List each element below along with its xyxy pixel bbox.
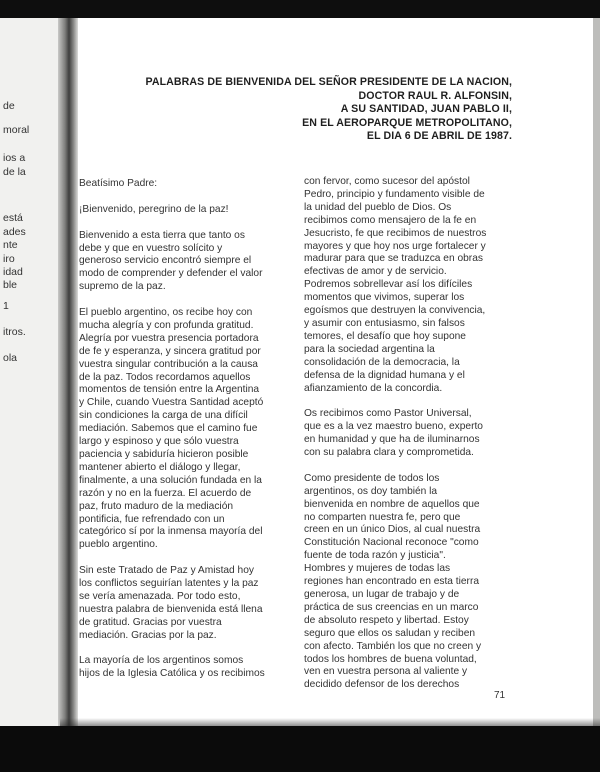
text-line: bienvenida en nombre de aquellos que [304, 498, 480, 510]
scan-top-border [0, 0, 600, 18]
fragment-text: moral [3, 124, 30, 136]
text-line: mediación. Sabemos que el camino fue [79, 423, 258, 435]
text-line: Os recibimos como Pastor Universal, [304, 408, 472, 420]
text-line: con fervor, como sucesor del apóstol [304, 176, 470, 187]
text-line: la unidad del pueblo de Dios. Os [304, 201, 452, 213]
text-line: para la sociedad argentina la [304, 343, 435, 355]
text-line: Alegría por vuestra presencia portadora [79, 332, 259, 344]
text-line: de la paz. Todos recordamos aquellos [79, 371, 251, 383]
text-line: generoso servicio encontró siempre el [79, 255, 252, 267]
page-number: 71 [494, 690, 506, 701]
text-line: Sin este Tratado de Paz y Amistad hoy [79, 565, 254, 577]
text-line: creen en un único Dios, al cual nuestra [304, 524, 481, 536]
text-line: los conflictos seguirían latentes y la paz [79, 578, 259, 590]
text-line: paciencia y sabiduría hicieron posible [79, 448, 249, 460]
fragment-text: ble [3, 279, 18, 291]
text-line: largo y espinoso y que sólo vuestra [79, 436, 239, 448]
paragraph [79, 230, 285, 295]
text-line: de absoluto respeto y libertad. Estoy [304, 614, 469, 626]
text-line: Jesucristo, fe que recibimos de nuestros [304, 227, 487, 239]
fragment-text: 1 [3, 300, 9, 312]
fragment-text: ola [3, 352, 18, 364]
paragraph [304, 176, 516, 395]
heading-line: EN EL AEROPARQUE METROPOLITANO, [302, 116, 512, 129]
speech-heading [120, 76, 512, 144]
text-line: Podremos sobrellevar así los difíciles [304, 279, 473, 291]
text-line: nuestra palabra de bienvenida está llena [79, 603, 263, 615]
text-line: afianzamiento de la concordia. [304, 382, 443, 394]
text-line: generosa, un lugar de trabajo y de [304, 588, 460, 600]
text-line: regiones han encontrado en esta tierra [304, 576, 480, 588]
heading-line: A SU SANTIDAD, JUAN PABLO II, [340, 103, 512, 116]
text-line: categórico sí por la inmensa mayoría del [79, 526, 263, 538]
text-line: supremo de la paz. [79, 281, 166, 293]
text-line: práctica de sus creencias en un marco [304, 601, 479, 613]
fragment-text: ios a [3, 152, 26, 164]
paragraph [304, 408, 516, 460]
text-line: fuente de toda razón y justicia". [304, 550, 446, 562]
fragment-text: está [3, 212, 23, 224]
text-line: egoísmos que destruyen la convivencia, [304, 305, 486, 317]
text-line: debe y que en vuestro solícito y [79, 242, 223, 254]
text-line: hijos de la Iglesia Católica y os recibimos [79, 668, 265, 680]
text-line: con afecto. También los que no creen y [304, 640, 482, 652]
text-line: Constitución Nacional reconoce "como [304, 537, 479, 549]
paragraph [79, 204, 285, 217]
text-line: consolidación de la democracia, la [304, 356, 460, 368]
text-line: argentinos, os doy también la [304, 485, 438, 497]
body-column-left [79, 178, 285, 694]
fragment-text: idad [3, 266, 23, 278]
fragment-text: ades [3, 226, 26, 238]
fragment-text: itros. [3, 326, 26, 338]
text-line: paz, fruto maduro de la mediación [79, 500, 234, 512]
text-line: mucha alegría y con profunda gratitud. [79, 319, 254, 331]
text-line: La mayoría de los argentinos somos [79, 655, 244, 667]
text-line: pueblo argentino. [79, 539, 158, 551]
text-line: y Chile, cuando Vuestra Santidad aceptó [79, 397, 264, 409]
text-line: recibimos como mensajero de la fe en [304, 214, 477, 226]
text-line: finalmente, a una solución fundada en la [79, 474, 262, 486]
paragraph [79, 655, 285, 681]
paragraph [79, 565, 285, 642]
scan-right-edge [593, 18, 600, 726]
text-line: madurar para que se traduzca en obras [304, 253, 483, 265]
fragment-text: nte [3, 239, 18, 251]
text-line: ven en vuestra persona al valiente y [304, 666, 468, 678]
text-line: pontificia, fue refrendado con un [79, 513, 225, 525]
paragraph [79, 307, 285, 552]
heading-line: PALABRAS DE BIENVENIDA DEL SEÑOR PRESIDENTE DE LA NACION, [145, 76, 512, 88]
text-line: de fe y esperanza, y sincera gratitud por [79, 345, 261, 357]
text-line: en humanidad y que ha de iluminarnos [304, 434, 480, 446]
text-line: de gratitud. Gracias por vuestra [79, 616, 222, 628]
text-line: mayores y que hoy nos urge fortalecer y [304, 240, 486, 252]
text-line: mediación. Gracias por la paz. [79, 629, 217, 641]
text-line: no comparten nuestra fe, pero que [304, 511, 461, 523]
text-line: sin condiciones la carga de una difícil [79, 410, 248, 422]
text-line: y asumir con entusiasmo, sin falsos [304, 317, 465, 329]
heading-line: DOCTOR RAUL R. ALFONSIN, [358, 89, 512, 102]
text-line: modo de comprender y defender el valor [79, 268, 263, 280]
paragraph [304, 473, 516, 692]
fragment-text: iro [3, 253, 15, 265]
text-line: todos los hombres de buena voluntad, [304, 653, 477, 665]
book-gutter [58, 18, 78, 726]
text-line: mantener abierto el diálogo y llegar, [79, 461, 241, 473]
text-line: momentos que vivimos, superar los [304, 292, 465, 304]
text-line: Pedro, principio y fundamento visible de [304, 188, 485, 200]
fragment-text: de [3, 100, 15, 112]
heading-line: EL DIA 6 DE ABRIL DE 1987. [366, 130, 512, 143]
text-line: Como presidente de todos los [304, 472, 440, 484]
scan-bottom-border [0, 726, 600, 772]
text-line: ¡Bienvenido, peregrino de la paz! [79, 203, 229, 215]
text-line: efectivas de amor y de servicio. [304, 266, 447, 278]
text-line: razón y no en la fuerza. El acuerdo de [79, 487, 252, 499]
text-line: seguro que ellos os saludan y reciben [304, 627, 476, 639]
text-line: Hombres y mujeres de todas las [304, 563, 451, 575]
text-line: con su palabra clara y comprometida. [304, 447, 474, 459]
paragraph [79, 178, 285, 191]
text-line: vuestra singular contribución a la causa [79, 358, 258, 370]
text-line: se vería amenazada. Por todo esto, [79, 590, 241, 602]
text-line: Bienvenido a esta tierra que tanto os [79, 229, 245, 241]
text-line: El pueblo argentino, os recibe hoy con [79, 307, 253, 319]
text-line: defensa de la dignidad humana y el [304, 369, 465, 381]
fragment-text: de la [3, 166, 26, 178]
body-column-right [304, 176, 516, 705]
text-line: Beatísimo Padre: [79, 178, 158, 189]
text-line: temores, el desafío que hoy supone [304, 330, 466, 342]
text-line: momentos de tensión entre la Argentina [79, 384, 260, 396]
text-line: que es a la vez maestro bueno, experto [304, 421, 483, 433]
text-line: decidido defensor de los derechos [304, 679, 460, 691]
